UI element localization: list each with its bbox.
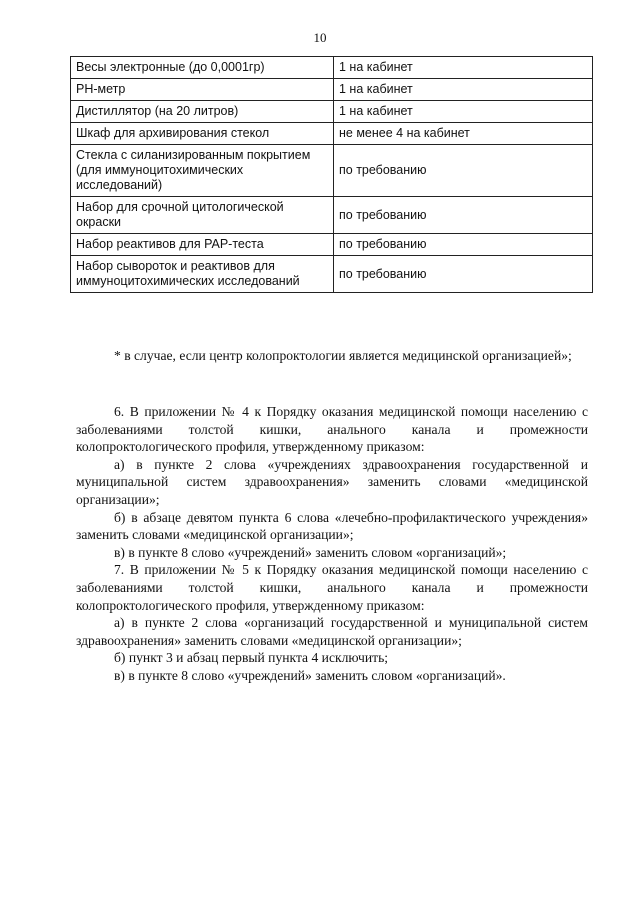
equipment-quantity: по требованию [334, 145, 593, 197]
footnote-text: * в случае, если центр колопроктологии является медицинской организацией»; [114, 348, 572, 363]
equipment-name: Шкаф для архивирования стекол [71, 123, 334, 145]
equipment-name: Дистиллятор (на 20 литров) [71, 101, 334, 123]
table-footnote [76, 347, 588, 365]
equipment-quantity: 1 на кабинет [334, 57, 593, 79]
table-row [71, 101, 593, 123]
page-number: 10 [313, 30, 327, 45]
equipment-table [70, 56, 593, 293]
paragraph: в) в пункте 8 слово «учреждений» заменить словом «организаций». [114, 667, 506, 683]
equipment-quantity: 1 на кабинет [334, 79, 593, 101]
equipment-quantity: по требованию [334, 234, 593, 256]
equipment-quantity: по требованию [334, 256, 593, 293]
paragraph: б) в абзаце девятом пункта 6 слова «лечебно-профилактического учреждения» заменить словами «медицинской организации»; [76, 509, 588, 543]
paragraph: б) пункт 3 и абзац первый пункта 4 исключить; [114, 650, 389, 666]
equipment-name: Набор сывороток и реактивов для иммуноцитохимических исследований [71, 256, 334, 293]
equipment-name: PH-метр [71, 79, 334, 101]
table-row [71, 79, 593, 101]
paragraph: а) в пункте 2 слова «организаций государственной и муниципальной систем здравоохранения» заменить словами «медицинской организации»; [76, 615, 588, 648]
table-row [71, 57, 593, 79]
amendments-text [76, 403, 588, 685]
equipment-quantity: не менее 4 на кабинет [334, 123, 593, 145]
equipment-quantity: 1 на кабинет [334, 101, 593, 123]
paragraph: в) в пункте 8 слово «учреждений» заменить словом «организаций»; [114, 544, 507, 560]
equipment-quantity: по требованию [334, 197, 593, 234]
equipment-name: Набор реактивов для PAP-теста [71, 234, 334, 256]
equipment-name: Набор для срочной цитологической окраски [71, 197, 334, 234]
paragraph: 7. В приложении № 5 к Порядку оказания медицинской помощи населению с заболеваниями толстой кишки, анального канала и промежности колопроктологического профиля, утвержденному приказом: [76, 562, 588, 613]
equipment-name: Весы электронные (до 0,0001гр) [71, 57, 334, 79]
table-row [71, 197, 593, 234]
table-row [71, 145, 593, 197]
table-row [71, 234, 593, 256]
table-row [71, 123, 593, 145]
equipment-name: Стекла с силанизированным покрытием (для иммуноцитохимических исследований) [71, 145, 334, 197]
table-row [71, 256, 593, 293]
paragraph: 6. В приложении № 4 к Порядку оказания медицинской помощи населению с заболеваниями толстой кишки, анального канала и промежности колопроктологического профиля, утвержденному приказом: [76, 404, 588, 455]
paragraph: а) в пункте 2 слова «учреждениях здравоохранения государственной и муниципальной систем здравоохранения» заменить словами «медицинской организации»; [76, 456, 588, 507]
